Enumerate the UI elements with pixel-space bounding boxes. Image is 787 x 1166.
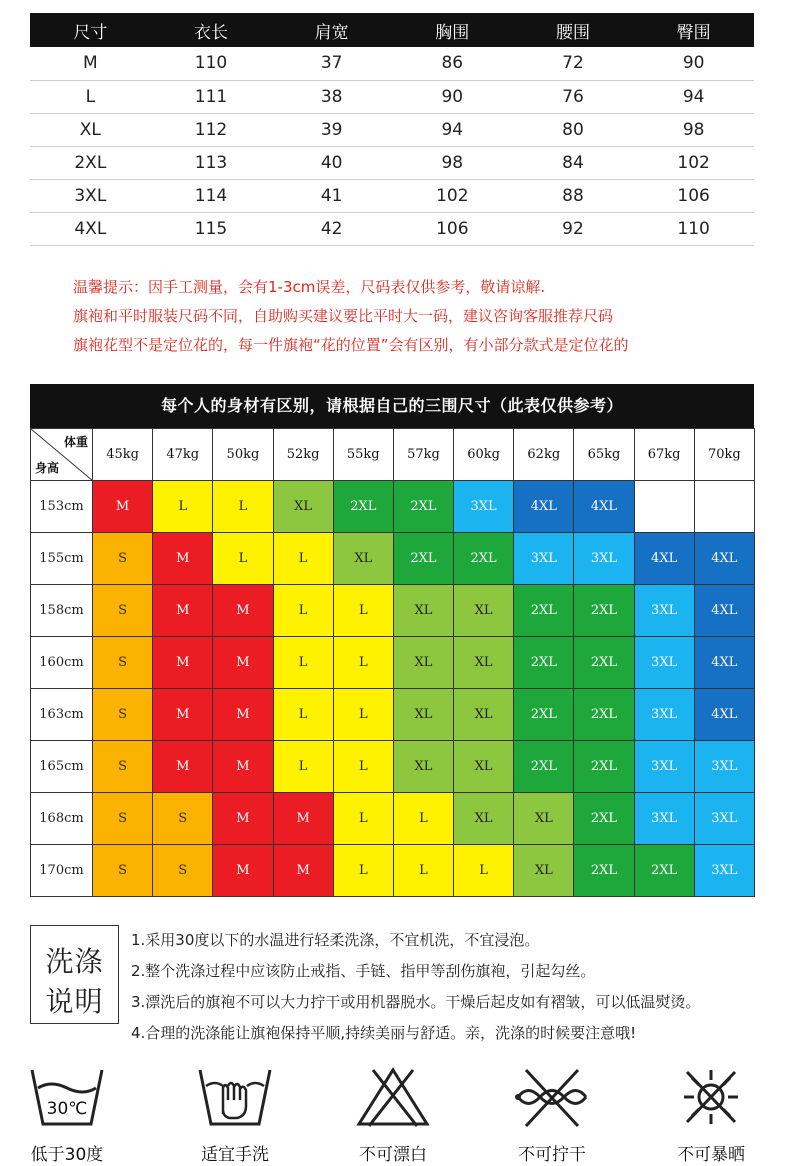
size-cell: 4XL xyxy=(514,481,574,533)
size-cell: XL xyxy=(454,793,514,845)
size-grid xyxy=(30,428,755,897)
size-cell: M xyxy=(213,637,273,689)
size-cell: S xyxy=(153,793,213,845)
size-cell: XL xyxy=(514,793,574,845)
grid-row xyxy=(31,637,755,689)
size-table-cell: XL xyxy=(30,113,151,146)
size-table-cell: 106 xyxy=(633,179,754,212)
size-cell: 2XL xyxy=(333,481,393,533)
size-cell: S xyxy=(93,793,153,845)
size-cell: L xyxy=(454,845,514,897)
height-label-cell: 153cm xyxy=(31,481,93,533)
size-cell: L xyxy=(333,637,393,689)
size-cell: M xyxy=(153,533,213,585)
height-label-cell: 158cm xyxy=(31,585,93,637)
care-label: 低于30度 xyxy=(30,1145,104,1165)
grid-row xyxy=(31,741,755,793)
size-table-cell: 94 xyxy=(633,80,754,113)
size-table-header-cell: 胸围 xyxy=(392,13,513,47)
care-label: 不可漂白 xyxy=(359,1145,427,1165)
care-item-temperature xyxy=(17,1066,117,1165)
weight-header-cell: 47kg xyxy=(153,429,213,481)
height-label-cell: 160cm xyxy=(31,637,93,689)
size-cell: 2XL xyxy=(574,845,634,897)
size-cell: 2XL xyxy=(393,533,453,585)
wash-line: 2.整个洗涤过程中应该防止戒指、手链、指甲等刮伤旗袍，引起勾丝。 xyxy=(131,962,596,980)
size-cell: 2XL xyxy=(393,481,453,533)
size-cell: XL xyxy=(454,741,514,793)
size-cell: L xyxy=(153,481,213,533)
corner-weight-label: 体重 xyxy=(63,435,88,449)
weight-header-cell: 57kg xyxy=(393,429,453,481)
size-cell: L xyxy=(273,741,333,793)
size-table-cell: 86 xyxy=(392,47,513,80)
weight-header-cell: 67kg xyxy=(634,429,694,481)
size-table-header-cell: 尺寸 xyxy=(30,13,151,47)
size-cell: L xyxy=(393,793,453,845)
size-cell: 4XL xyxy=(694,533,754,585)
size-cell: 3XL xyxy=(694,741,754,793)
size-table-cell: 38 xyxy=(271,80,392,113)
size-table-cell: 41 xyxy=(271,179,392,212)
size-table-cell: 76 xyxy=(513,80,634,113)
size-cell: S xyxy=(93,637,153,689)
size-table-cell: 114 xyxy=(151,179,272,212)
grid-row xyxy=(31,845,755,897)
size-cell: M xyxy=(273,845,333,897)
size-cell: L xyxy=(213,533,273,585)
size-table-row xyxy=(30,146,754,179)
note-line: 温馨提示：因手工测量，会有1-3cm误差，尺码表仅供参考，敬请谅解. xyxy=(73,278,546,296)
wash-title-box xyxy=(30,925,119,1024)
size-table-header-cell: 腰围 xyxy=(513,13,634,47)
height-label-cell: 170cm xyxy=(31,845,93,897)
size-table-cell: 102 xyxy=(392,179,513,212)
size-table-cell: 92 xyxy=(513,212,634,245)
size-table-header-cell: 臀围 xyxy=(633,13,754,47)
wash-title-line1: 洗涤 xyxy=(45,945,104,978)
height-label-cell: 168cm xyxy=(31,793,93,845)
size-cell: M xyxy=(213,689,273,741)
size-table-row xyxy=(30,113,754,146)
care-item-handwash xyxy=(185,1066,285,1165)
size-cell: 4XL xyxy=(574,481,634,533)
size-table-cell: 39 xyxy=(271,113,392,146)
wash-title-line2: 说明 xyxy=(45,985,104,1018)
size-cell: 3XL xyxy=(574,533,634,585)
care-item-no-wring xyxy=(502,1066,602,1165)
note-line: 旗袍和平时服装尺码不同，自助购买建议要比平时大一码，建议咨询客服推荐尺码 xyxy=(73,307,614,325)
no-bleach-icon xyxy=(355,1066,431,1128)
size-cell: S xyxy=(153,845,213,897)
grid-title: 每个人的身材有区别，请根据自己的三围尺寸（此表仅供参考） xyxy=(30,384,754,428)
size-cell: XL xyxy=(454,689,514,741)
care-label: 不可拧干 xyxy=(518,1145,586,1165)
size-table-row xyxy=(30,179,754,212)
size-cell: 2XL xyxy=(454,533,514,585)
size-cell: 2XL xyxy=(574,741,634,793)
size-cell: 3XL xyxy=(514,533,574,585)
size-cell: L xyxy=(393,845,453,897)
size-table-cell: 84 xyxy=(513,146,634,179)
size-cell: 3XL xyxy=(694,845,754,897)
size-table-row xyxy=(30,47,754,80)
weight-header-cell: 70kg xyxy=(694,429,754,481)
size-cell: L xyxy=(273,533,333,585)
weight-header-cell: 65kg xyxy=(574,429,634,481)
size-cell: XL xyxy=(273,481,333,533)
size-cell: 2XL xyxy=(574,585,634,637)
grid-row xyxy=(31,481,755,533)
size-cell: S xyxy=(93,585,153,637)
wash-line: 3.漂洗后的旗袍不可以大力拧干或用机器脱水。干燥后起皮如有褶皱，可以低温熨烫。 xyxy=(131,993,701,1011)
height-label-cell: 163cm xyxy=(31,689,93,741)
size-table-row xyxy=(30,212,754,245)
size-cell: L xyxy=(333,845,393,897)
size-cell: 3XL xyxy=(634,585,694,637)
size-cell: S xyxy=(93,689,153,741)
grid-header-row xyxy=(31,429,755,481)
size-cell: 2XL xyxy=(514,689,574,741)
size-cell: M xyxy=(93,481,153,533)
size-table-cell: 94 xyxy=(392,113,513,146)
size-cell: L xyxy=(333,741,393,793)
size-table-cell: 40 xyxy=(271,146,392,179)
care-label: 适宜手洗 xyxy=(201,1145,269,1165)
height-label-cell: 165cm xyxy=(31,741,93,793)
size-cell: M xyxy=(273,793,333,845)
size-cell: 3XL xyxy=(634,793,694,845)
weight-header-cell: 50kg xyxy=(213,429,273,481)
size-table-cell: 72 xyxy=(513,47,634,80)
wash-line: 1.采用30度以下的水温进行轻柔洗涤，不宜机洗，不宜浸泡。 xyxy=(131,931,540,949)
size-cell: 3XL xyxy=(694,793,754,845)
size-cell: M xyxy=(213,741,273,793)
no-sun-icon xyxy=(673,1066,749,1128)
size-cell: M xyxy=(153,585,213,637)
size-cell: 2XL xyxy=(574,793,634,845)
size-cell: M xyxy=(153,689,213,741)
size-cell: XL xyxy=(393,637,453,689)
size-table-header xyxy=(30,13,754,47)
hand-wash-icon xyxy=(197,1066,273,1128)
size-cell: L xyxy=(333,689,393,741)
size-table-cell: 110 xyxy=(633,212,754,245)
weight-header-cell: 55kg xyxy=(333,429,393,481)
size-cell: XL xyxy=(393,741,453,793)
size-cell: XL xyxy=(514,845,574,897)
no-wring-icon xyxy=(514,1066,590,1128)
wash-instructions xyxy=(131,925,700,1049)
size-cell: S xyxy=(93,533,153,585)
corner-height-label: 身高 xyxy=(35,461,60,475)
size-cell: XL xyxy=(393,585,453,637)
size-table-row xyxy=(30,80,754,113)
size-cell: 2XL xyxy=(574,637,634,689)
size-table-cell: 98 xyxy=(392,146,513,179)
size-cell: 3XL xyxy=(454,481,514,533)
size-table-cell: 112 xyxy=(151,113,272,146)
size-cell: XL xyxy=(333,533,393,585)
note-line: 旗袍花型不是定位花的，每一件旗袍“花的位置”会有区别，有小部分款式是定位花的 xyxy=(73,336,629,354)
size-cell: XL xyxy=(393,689,453,741)
size-table-cell: 80 xyxy=(513,113,634,146)
size-cell: S xyxy=(93,741,153,793)
size-cell: 3XL xyxy=(634,689,694,741)
size-cell: 2XL xyxy=(514,637,574,689)
size-table-cell: 113 xyxy=(151,146,272,179)
size-cell: L xyxy=(333,585,393,637)
size-cell: 2XL xyxy=(514,585,574,637)
size-table-cell: 110 xyxy=(151,47,272,80)
grid-corner-cell xyxy=(31,429,93,481)
size-table-header-cell: 肩宽 xyxy=(271,13,392,47)
size-table-cell: 111 xyxy=(151,80,272,113)
notes xyxy=(73,273,629,360)
size-table-cell: 3XL xyxy=(30,179,151,212)
size-cell: S xyxy=(93,845,153,897)
size-table-cell: L xyxy=(30,80,151,113)
size-cell: 4XL xyxy=(694,689,754,741)
care-item-no-sun xyxy=(661,1066,761,1165)
weight-header-cell: 52kg xyxy=(273,429,333,481)
size-cell: L xyxy=(273,585,333,637)
size-table-cell: 106 xyxy=(392,212,513,245)
grid-row xyxy=(31,585,755,637)
size-table-header-cell: 衣长 xyxy=(151,13,272,47)
size-cell xyxy=(634,481,694,533)
grid-row xyxy=(31,533,755,585)
size-table-cell: 88 xyxy=(513,179,634,212)
size-cell: L xyxy=(273,637,333,689)
size-cell: M xyxy=(153,637,213,689)
size-cell: L xyxy=(213,481,273,533)
size-cell: L xyxy=(333,793,393,845)
grid-row xyxy=(31,793,755,845)
size-cell: 4XL xyxy=(634,533,694,585)
temperature-text: 30℃ xyxy=(46,1099,88,1119)
size-table-cell: 2XL xyxy=(30,146,151,179)
size-cell: M xyxy=(213,585,273,637)
size-table-cell: 42 xyxy=(271,212,392,245)
size-table-cell: 90 xyxy=(633,47,754,80)
height-label-cell: 155cm xyxy=(31,533,93,585)
size-cell: 2XL xyxy=(634,845,694,897)
size-table-cell: 4XL xyxy=(30,212,151,245)
size-table-cell: 98 xyxy=(633,113,754,146)
size-table-cell: 115 xyxy=(151,212,272,245)
grid-row xyxy=(31,689,755,741)
size-cell: 2XL xyxy=(574,689,634,741)
size-table-cell: 37 xyxy=(271,47,392,80)
wash-temperature-icon xyxy=(29,1066,105,1128)
size-table-cell: 102 xyxy=(633,146,754,179)
size-cell: 3XL xyxy=(634,637,694,689)
weight-header-cell: 60kg xyxy=(454,429,514,481)
size-table xyxy=(30,13,754,246)
size-cell: 4XL xyxy=(694,637,754,689)
size-cell: 3XL xyxy=(634,741,694,793)
size-cell: XL xyxy=(454,637,514,689)
size-cell: M xyxy=(213,845,273,897)
size-cell: M xyxy=(213,793,273,845)
size-cell xyxy=(694,481,754,533)
care-label: 不可暴晒 xyxy=(677,1145,745,1165)
size-cell: M xyxy=(153,741,213,793)
wash-line: 4.合理的洗涤能让旗袍保持平顺,持续美丽与舒适。亲，洗涤的时候要注意哦! xyxy=(131,1024,637,1042)
size-table-cell: 90 xyxy=(392,80,513,113)
weight-header-cell: 45kg xyxy=(93,429,153,481)
weight-header-cell: 62kg xyxy=(514,429,574,481)
size-cell: XL xyxy=(454,585,514,637)
size-cell: L xyxy=(273,689,333,741)
size-cell: 2XL xyxy=(514,741,574,793)
size-table-cell: M xyxy=(30,47,151,80)
care-item-no-bleach xyxy=(343,1066,443,1165)
size-cell: 4XL xyxy=(694,585,754,637)
